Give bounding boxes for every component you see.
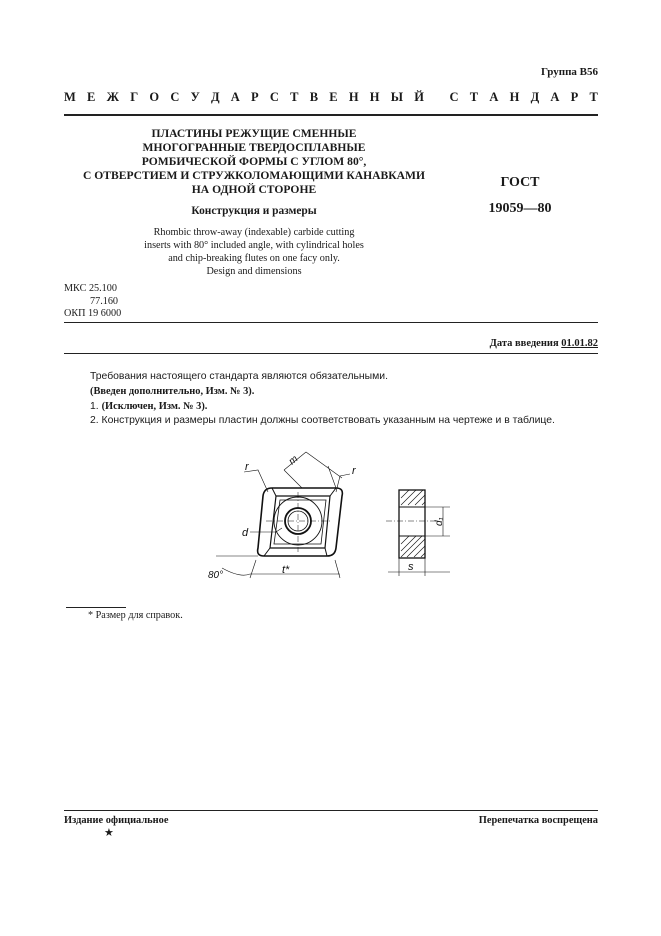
banner-letter: О — [149, 90, 160, 104]
item-1-number: 1. — [90, 400, 102, 412]
official-edition: Издание официальное — [64, 815, 169, 826]
label-angle: 80° — [208, 570, 224, 581]
paragraph-mandatory: Требования настоящего стандарта являются обязательными. — [90, 371, 388, 382]
group-code: Группа В56 — [540, 66, 598, 78]
gost-number: 19059—80 — [488, 201, 552, 216]
banner-letter: Ы — [390, 90, 404, 104]
banner-letter: Й — [414, 90, 424, 104]
label-r-right: r — [352, 465, 356, 477]
label-s: s — [408, 561, 414, 573]
reprint-prohibited: Перепечатка воспрещена — [478, 815, 598, 826]
english-title-line: Design and dimensions — [206, 266, 302, 277]
banner-letter: Н — [369, 90, 380, 104]
paragraph-item-2: 2. Конструкция и размеры пластин должны соответствовать указанным на чертеже и в таблице. — [90, 415, 555, 427]
document-subtitle: Конструкция и размеры — [191, 205, 317, 217]
label-t: t* — [282, 564, 290, 576]
banner-letter: Ж — [106, 90, 119, 104]
banner-letter: Т — [589, 90, 598, 104]
banner-letter: А — [489, 90, 499, 104]
header-rule — [64, 114, 598, 116]
banner-letter — [435, 90, 438, 105]
item-1-text: (Исключен, Изм. № 3). — [101, 400, 208, 412]
banner-letter: Д — [210, 90, 220, 104]
introduction-date-label: Дата введения — [489, 338, 559, 349]
paragraph-amendment: (Введен дополнительно, Изм. № 3). — [90, 385, 255, 397]
mks-code-2: 77.160 — [90, 295, 119, 307]
banner-letter: Е — [87, 90, 96, 104]
title-line: ПЛАСТИНЫ РЕЖУЩИЕ СМЕННЫЕ — [151, 127, 357, 140]
document-title — [64, 127, 444, 197]
english-title-line: Rhombic throw-away (indexable) carbide cutting — [153, 227, 355, 238]
okp-code: ОКП 19 6000 — [64, 308, 122, 320]
banner-letter: Е — [329, 90, 338, 104]
chip-flute — [270, 496, 330, 548]
mks-code: МКС 25.100 — [64, 283, 117, 294]
introduction-date — [490, 338, 598, 349]
label-d1: d₁ — [434, 517, 445, 526]
banner-letter: Д — [530, 90, 540, 104]
footnote-rule — [66, 607, 126, 608]
introduction-date-value: 01.01.82 — [561, 338, 598, 349]
side-view — [399, 490, 425, 558]
footer-rule — [64, 810, 598, 811]
insert-drawing — [200, 440, 480, 600]
footnote: * Размер для справок. — [88, 610, 183, 621]
banner-letter: Р — [570, 90, 579, 104]
title-line: НА ОДНОЙ СТОРОНЕ — [191, 183, 317, 196]
banner-letter: С — [170, 90, 180, 104]
classification-rule — [64, 322, 598, 323]
banner-letter: У — [190, 90, 200, 104]
interstate-standard-banner — [64, 90, 598, 105]
label-r-left: r — [245, 461, 249, 473]
banner-letter: Т — [469, 90, 479, 104]
banner-letter: Р — [251, 90, 259, 104]
banner-letter: Н — [348, 90, 359, 104]
banner-letter: Т — [290, 90, 299, 104]
banner-letter: Г — [130, 90, 139, 104]
banner-letter: В — [309, 90, 319, 104]
english-title-line: and chip-breaking flutes on one facy only. — [168, 253, 340, 264]
banner-letter: С — [449, 90, 459, 104]
english-title — [64, 226, 444, 278]
label-m: m — [286, 453, 301, 468]
english-title-line: inserts with 80° included angle, with cylindrical holes — [144, 240, 364, 251]
banner-letter: Н — [509, 90, 520, 104]
classification-codes — [64, 283, 121, 321]
title-line: С ОТВЕРСТИЕМ И СТРУЖКОЛОМАЮЩИМИ КАНАВКАМИ — [82, 169, 426, 182]
gost-block — [470, 170, 570, 222]
title-line: МНОГОГРАННЫЕ ТВЕРДОСПЛАВНЫЕ — [142, 141, 366, 154]
paragraph-item-1 — [90, 400, 610, 415]
banner-letter: А — [230, 90, 240, 104]
date-rule — [64, 353, 598, 354]
label-d: d — [242, 527, 249, 539]
body-text — [90, 370, 610, 429]
banner-letter: С — [269, 90, 279, 104]
star-icon: ★ — [104, 827, 114, 839]
gost-label: ГОСТ — [500, 175, 540, 190]
banner-letter: А — [550, 90, 560, 104]
title-line: РОМБИЧЕСКОЙ ФОРМЫ С УГЛОМ 80°, — [141, 155, 367, 168]
banner-letter: М — [64, 90, 76, 104]
